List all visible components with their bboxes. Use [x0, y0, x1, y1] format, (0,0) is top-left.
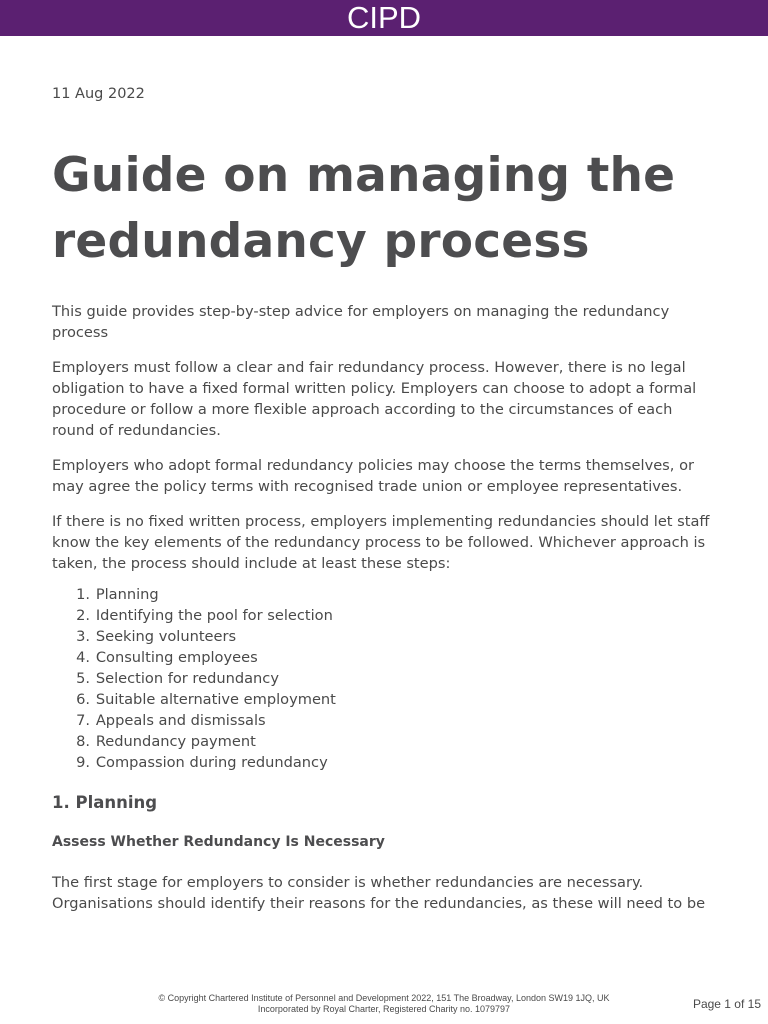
- steps-list: [52, 584, 717, 773]
- list-item-number: 2.: [76, 607, 90, 624]
- copyright-line: © Copyright Chartered Institute of Personnel and Development 2022, 151 The Broadway, London SW19 1JQ, UK: [158, 993, 610, 1003]
- list-item: [52, 647, 717, 668]
- list-item-number: 3.: [76, 628, 90, 645]
- list-item-label: Suitable alternative employment: [95, 691, 336, 708]
- list-item: [52, 731, 717, 752]
- list-item-label: Appeals and dismissals: [95, 712, 266, 729]
- copyright-notice: [96, 993, 672, 1015]
- list-item: [52, 584, 717, 605]
- list-item-number: 9.: [76, 754, 90, 771]
- header-bar: [0, 0, 768, 36]
- page-number: Page 1 of 15: [692, 997, 761, 1011]
- list-item-label: Redundancy payment: [95, 733, 256, 750]
- section-paragraph: The first stage for employers to consider is whether redundancies are necessary. Organisations should identify their reasons for the redundancies, as these will need to be: [52, 874, 706, 912]
- list-item-label: Compassion during redundancy: [95, 754, 328, 771]
- page-footer: [0, 993, 768, 1019]
- body-paragraph: Employers who adopt formal redundancy policies may choose the terms themselves, or may agree the policy terms with recognised trade union or employee representatives.: [52, 457, 694, 495]
- list-item: [52, 605, 717, 626]
- list-item-label: Seeking volunteers: [95, 628, 237, 645]
- list-item-number: 8.: [76, 733, 90, 750]
- publish-date: 11 Aug 2022: [52, 86, 145, 102]
- list-item: [52, 752, 717, 773]
- list-item: [52, 668, 717, 689]
- page-title: Guide on managing the redundancy process: [52, 148, 676, 269]
- cipd-logo: CIPD: [346, 0, 422, 35]
- list-item-number: 1.: [76, 586, 90, 603]
- list-item-label: Selection for redundancy: [95, 670, 279, 687]
- list-item-label: Identifying the pool for selection: [95, 607, 333, 624]
- list-item-number: 7.: [76, 712, 90, 729]
- charity-line: Incorporated by Royal Charter, Registered Charity no. 1079797: [257, 1004, 511, 1014]
- body-paragraph: Employers must follow a clear and fair redundancy process. However, there is no legal obligation to have a fixed formal written policy. Employers can choose to adopt a formal procedure or follow a more flexible approach according to the circumstances of each round of redundancies.: [52, 359, 697, 439]
- list-item: [52, 626, 717, 647]
- list-item-number: 4.: [76, 649, 90, 666]
- list-item-label: Planning: [95, 586, 159, 603]
- list-item: [52, 710, 717, 731]
- body-paragraph: If there is no fixed written process, employers implementing redundancies should let staff know the key elements of the redundancy process to be followed. Whichever approach is taken, the process should include at least these steps:: [52, 513, 710, 572]
- section-heading: 1. Planning: [52, 793, 158, 812]
- list-item: [52, 689, 717, 710]
- list-item-number: 5.: [76, 670, 90, 687]
- sub-heading: Assess Whether Redundancy Is Necessary: [52, 834, 385, 850]
- article-text: [52, 301, 717, 914]
- list-item-number: 6.: [76, 691, 90, 708]
- intro-paragraph: This guide provides step-by-step advice for employers on managing the redundancy process: [52, 303, 670, 341]
- list-item-label: Consulting employees: [95, 649, 258, 666]
